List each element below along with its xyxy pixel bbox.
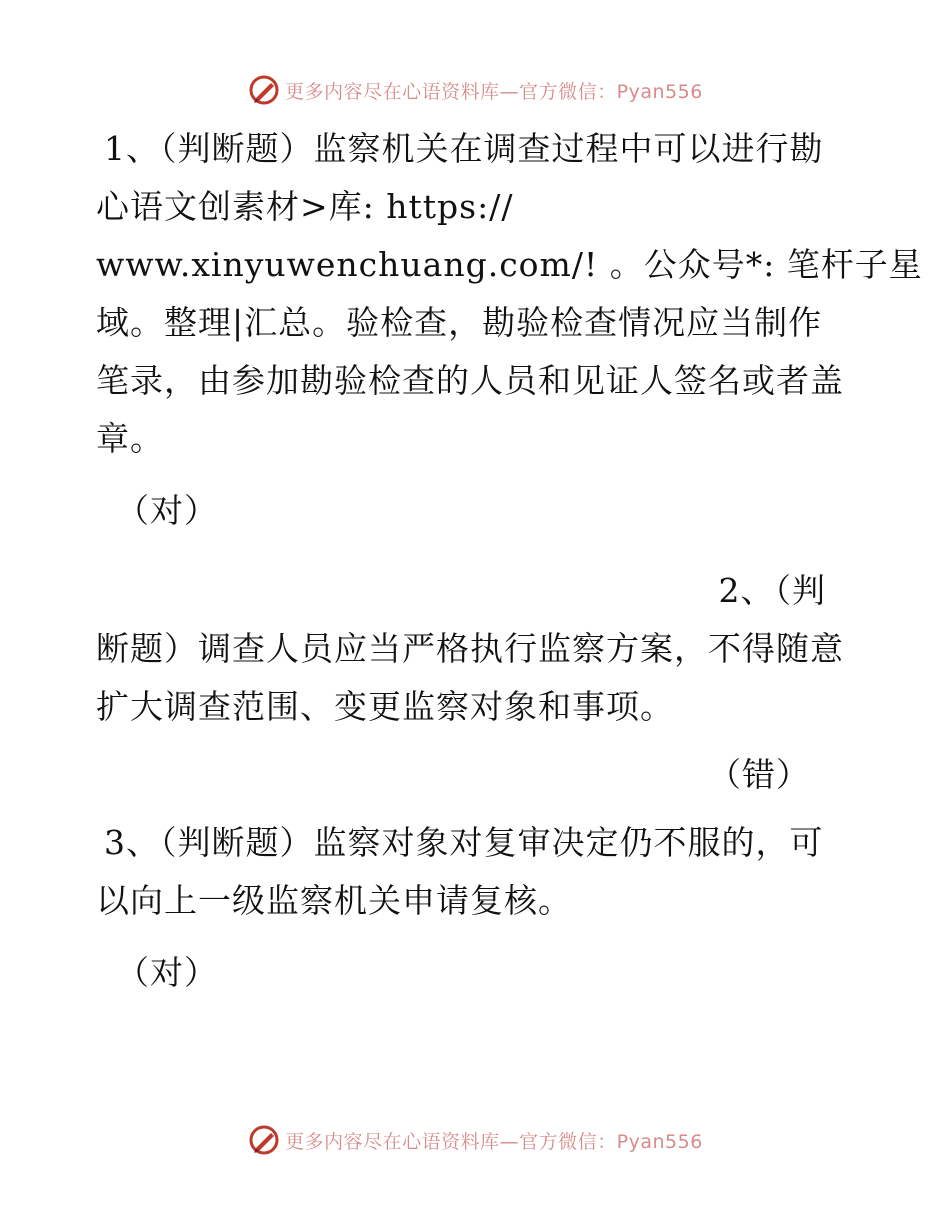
footer-banner-text: 更多内容尽在心语资料库—官方微信：Pyan556 (285, 1130, 703, 1153)
pen-logo-icon (247, 73, 281, 107)
pen-logo-icon (247, 1123, 281, 1157)
question-1-line-2: 心语文创素材>库: https:// (96, 187, 514, 226)
question-3-answer: （对） (116, 953, 218, 992)
question-3-line-2: 以向上一级监察机关申请复核。 (96, 881, 572, 920)
question-1-line-3: www.xinyuwenchuang.com/! 。公众号*: 笔杆子星 (96, 245, 923, 284)
question-3 (96, 814, 856, 930)
question-1 (96, 120, 923, 468)
question-1-line-4: 域。整理|汇总。验检查，勘验检查情况应当制作 (96, 303, 823, 342)
question-2-answer: （错） (708, 755, 810, 794)
footer-banner (0, 1120, 950, 1160)
question-1-line-1: 1、（判断题）监察机关在调查过程中可以进行勘 (104, 129, 824, 168)
header-banner (0, 70, 950, 110)
question-1-line-6: 章。 (96, 419, 164, 458)
question-2 (96, 562, 856, 736)
header-banner-text: 更多内容尽在心语资料库—官方微信：Pyan556 (285, 80, 703, 103)
question-1-answer: （对） (116, 491, 218, 530)
question-2-line-2: 断题）调查人员应当严格执行监察方案，不得随意 (96, 629, 844, 668)
question-2-line-3: 扩大调查范围、变更监察对象和事项。 (96, 687, 674, 726)
question-3-line-1: 3、（判断题）监察对象对复审决定仍不服的，可 (104, 823, 824, 862)
question-2-line-1: 2、（判 (718, 571, 826, 610)
document-body (96, 120, 923, 1002)
question-1-line-5: 笔录，由参加勘验检查的人员和见证人签名或者盖 (96, 361, 844, 400)
